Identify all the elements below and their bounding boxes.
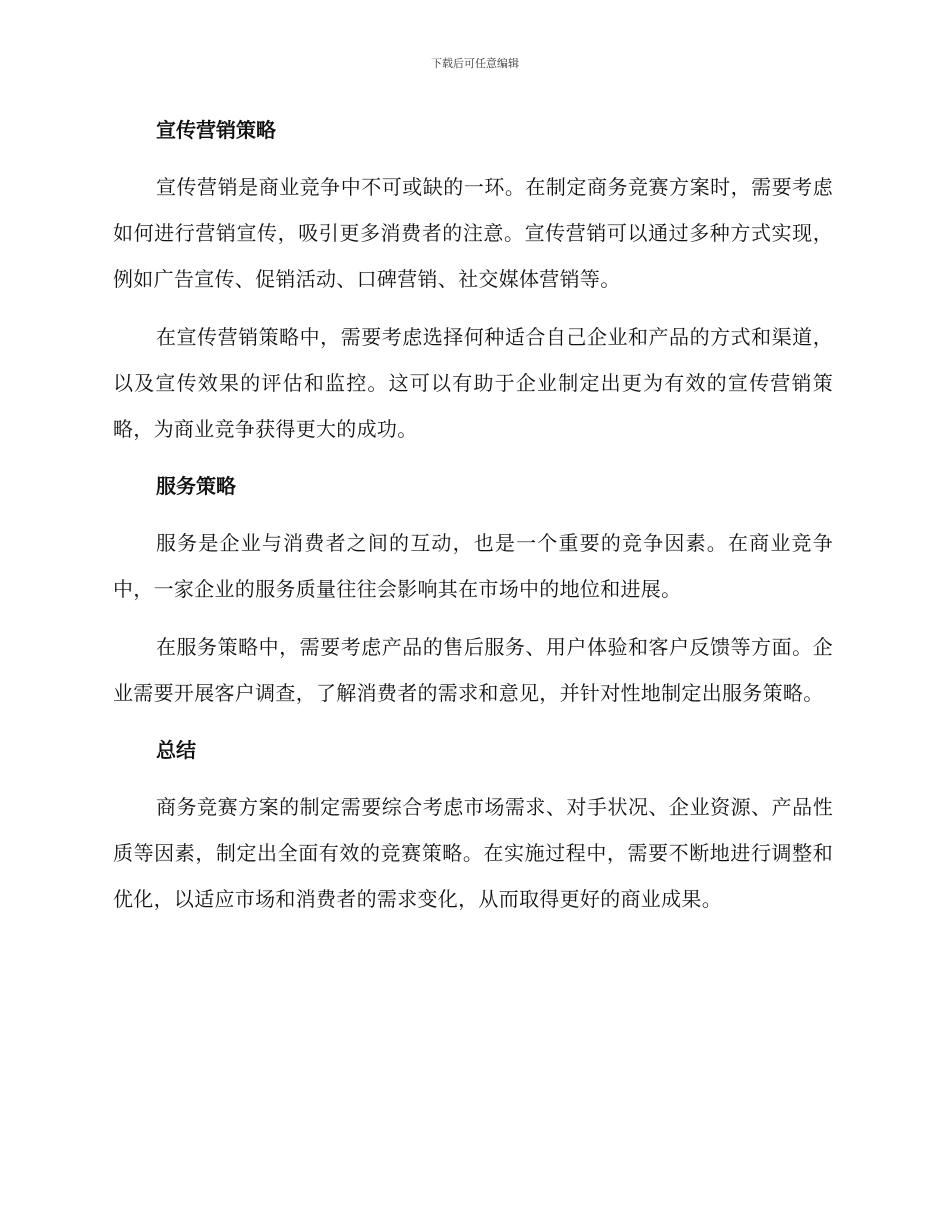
paragraph: 服务是企业与消费者之间的互动，也是一个重要的竞争因素。在商业竞争中，一家企业的服务质量往往会影响其在市场中的地位和进展。: [113, 531, 833, 601]
paragraph: 宣传营销是商业竞争中不可或缺的一环。在制定商务竞赛方案时，需要考虑如何进行营销宣传，吸引更多消费者的注意。宣传营销可以通过多种方式实现，例如广告宣传、促销活动、口碑营销、社交媒体营销等。: [113, 175, 833, 291]
section-heading-service: 服务策略: [156, 474, 236, 498]
paragraph: 在宣传营销策略中，需要考虑选择何种适合自己企业和产品的方式和渠道，以及宣传效果的评估和监控。这可以有助于企业制定出更为有效的宣传营销策略，为商业竞争获得更大的成功。: [113, 325, 833, 441]
section-heading-marketing: 宣传营销策略: [156, 118, 276, 142]
paragraph: 商务竞赛方案的制定需要综合考虑市场需求、对手状况、企业资源、产品性质等因素，制定出全面有效的竞赛策略。在实施过程中，需要不断地进行调整和优化，以适应市场和消费者的需求变化，从而取得更好的商业成果。: [113, 795, 833, 911]
header-note: 下载后可任意编辑: [431, 57, 519, 70]
section-heading-summary: 总结: [156, 738, 196, 762]
document-body: [113, 108, 833, 934]
paragraph: 在服务策略中，需要考虑产品的售后服务、用户体验和客户反馈等方面。企业需要开展客户调查，了解消费者的需求和意见，并针对性地制定出服务策略。: [113, 635, 833, 705]
